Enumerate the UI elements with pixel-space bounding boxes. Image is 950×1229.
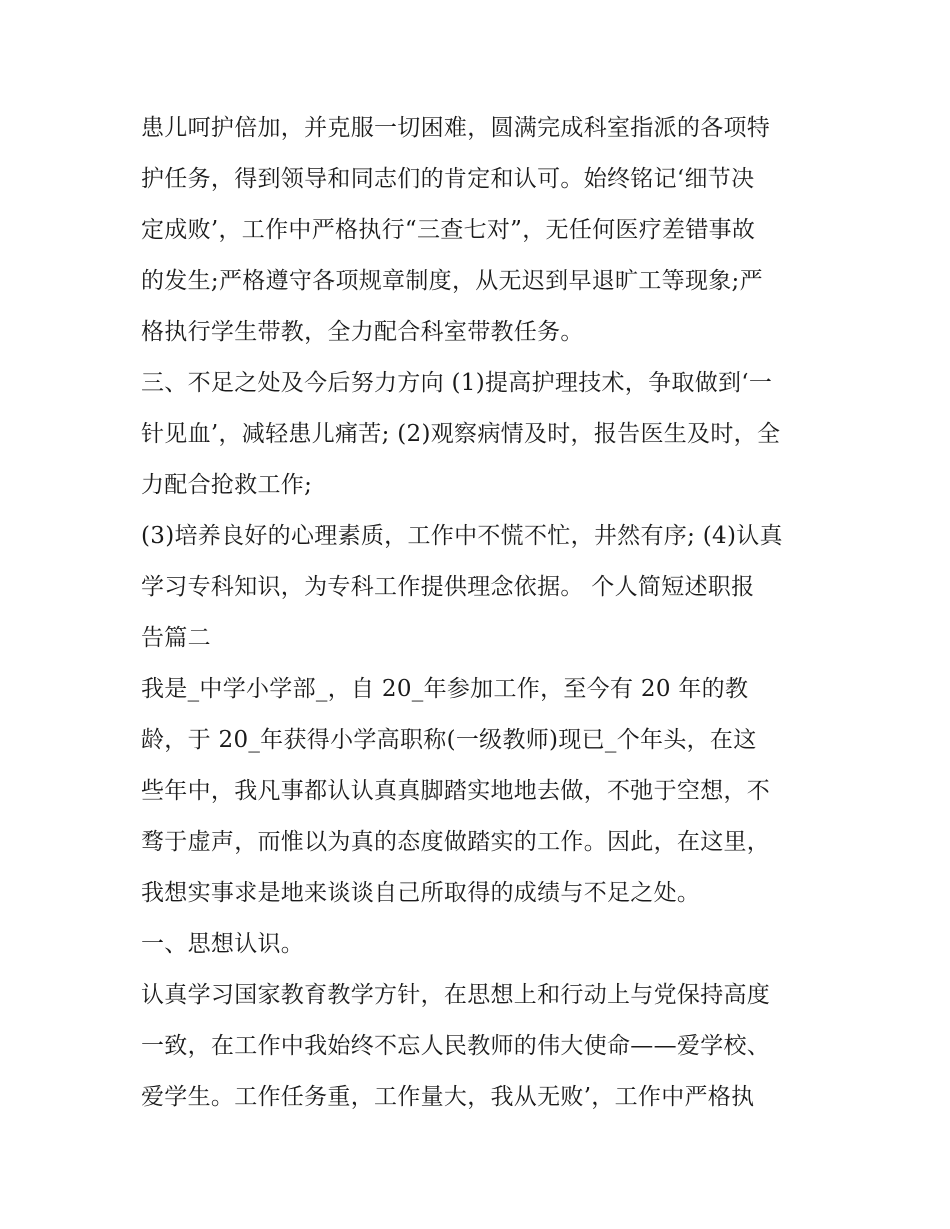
text-line: 护任务，得到领导和同志们的肯定和认可。始终铭记‘细节决	[141, 166, 755, 192]
text-line: 定成败’，工作中严格执行“三查七对”，无任何医疗差错事故	[141, 217, 756, 243]
text-line: 告篇二	[141, 625, 211, 651]
text-line: 一致，在工作中我始终不忘人民教师的伟大使命——爱学校、	[141, 1033, 771, 1059]
text-line: 力配合抢救工作;	[141, 472, 313, 498]
text-line: 格执行学生带教，全力配合科室带教任务。	[141, 319, 584, 345]
text-line: 爱学生。工作任务重，工作量大，我从无败’，工作中严格执	[141, 1084, 755, 1110]
text-line: 的发生;严格遵守各项规章制度，从无迟到早退旷工等现象;严	[141, 268, 763, 294]
text-line: 认真学习国家教育教学方针，在思想上和行动上与党保持高度	[141, 982, 771, 1008]
text-line: 些年中，我凡事都认认真真脚踏实地地去做，不弛于空想，不	[141, 778, 771, 804]
text-line: 龄，于 20_年获得小学高职称(一级教师)现已_个年头，在这	[141, 727, 757, 753]
section-heading-line: 三、不足之处及今后努力方向 (1)提高护理技术，争取做到‘一	[141, 370, 773, 396]
text-line: 学习专科知识，为专科工作提供理念依据。 个人简短述职报	[141, 574, 755, 600]
text-line: 针见血’，减轻患儿痛苦; (2)观察病情及时，报告医生及时，全	[141, 421, 781, 447]
text-line: 我是_中学小学部_，自 20_年参加工作，至今有 20 年的教	[141, 676, 749, 702]
text-line: (3)培养良好的心理素质，工作中不慌不忙，井然有序; (4)认真	[141, 523, 783, 549]
text-line: 骛于虚声，而惟以为真的态度做踏实的工作。因此，在这里，	[141, 829, 771, 855]
section-heading-line: 一、思想认识。	[141, 931, 305, 957]
document-body	[141, 103, 821, 1123]
text-line: 患儿呵护倍加，并克服一切困难，圆满完成科室指派的各项特	[141, 115, 771, 141]
text-line: 我想实事求是地来谈谈自己所取得的成绩与不足之处。	[141, 880, 701, 906]
